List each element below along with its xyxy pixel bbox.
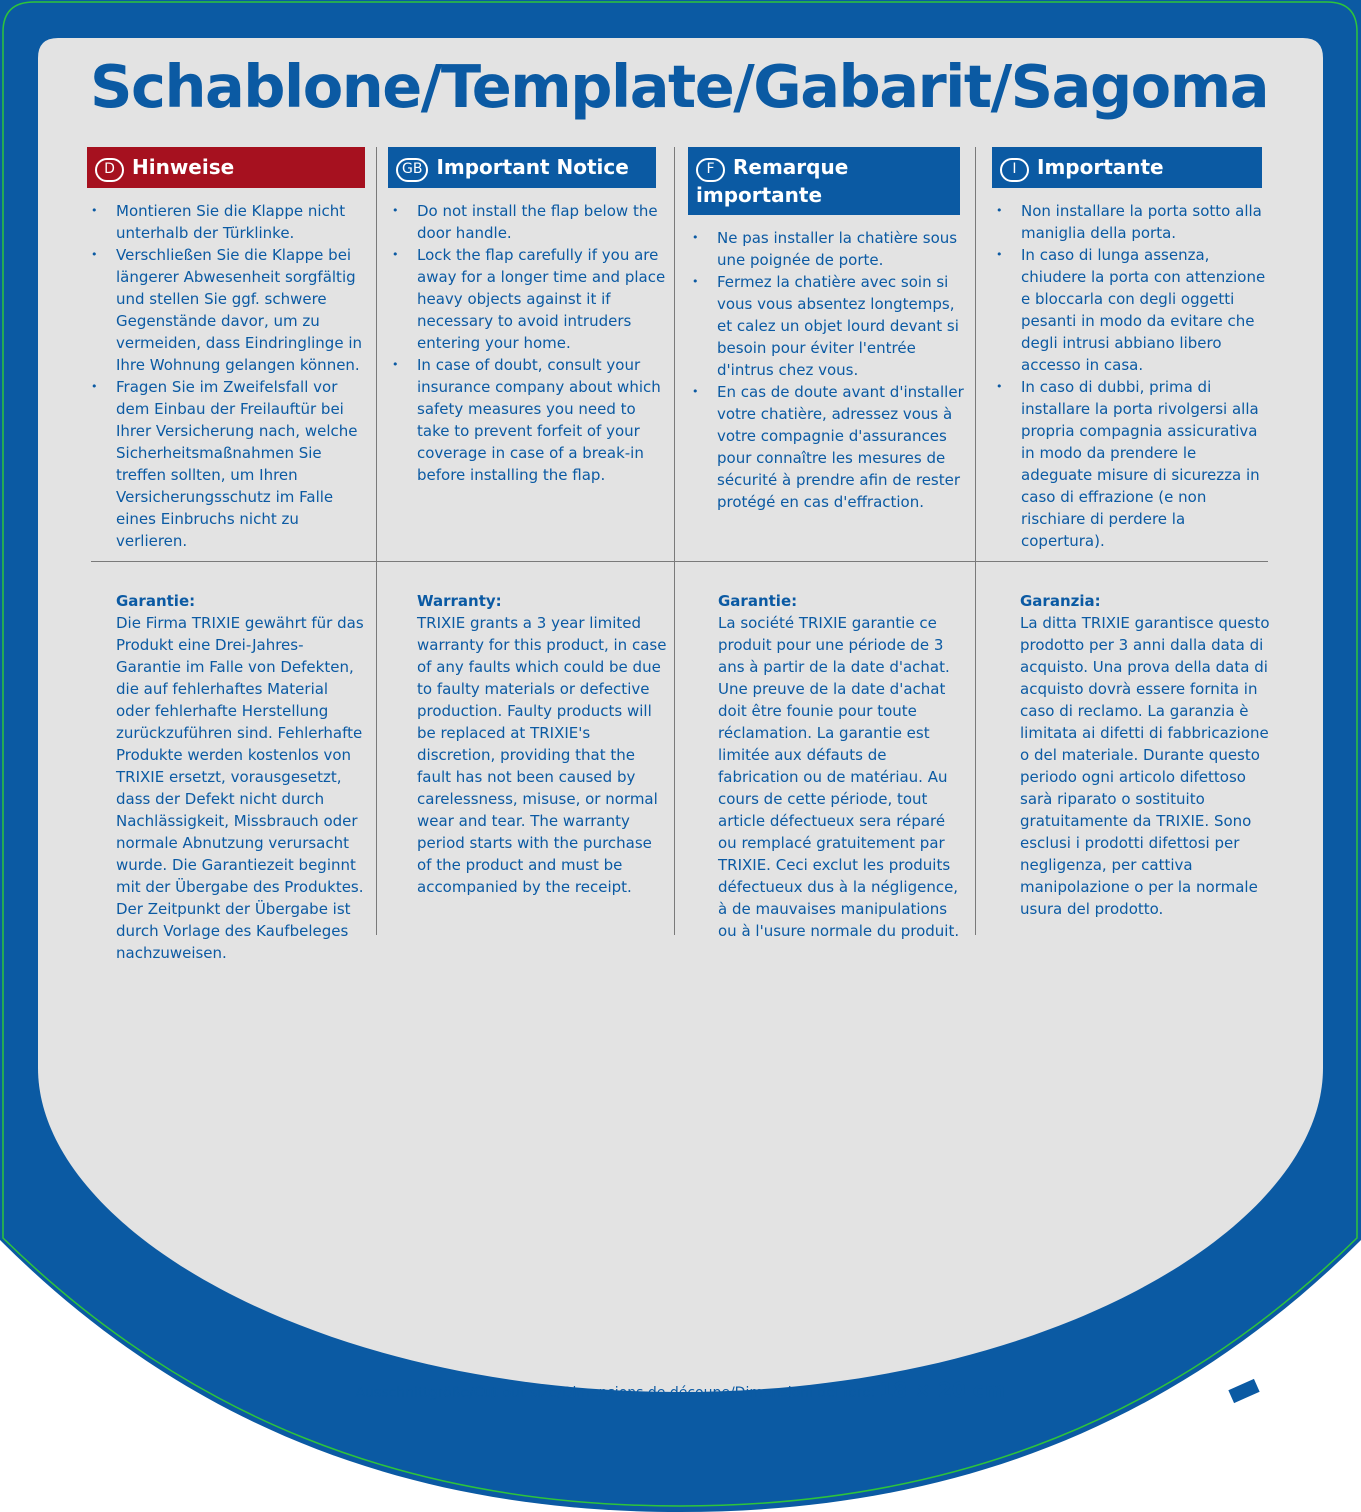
notice-list-it [992,200,1272,552]
notice-item: • En cas de doute avant d'installer votre chatière, adressez vous à votre compagnie d'assurances pour connaître les mesures de sécurité à prendre afin de rester protégé en cas d'effraction. [688,381,970,513]
notice-list-gb [388,200,670,486]
notice-heading-text: Important Notice [436,155,629,179]
warranty-heading: Garantie: [116,592,196,610]
notice-column-gb [388,147,670,486]
notice-item: • Fermez la chatière avec soin si vous vous absentez longtemps, et calez un objet lourd devant si besoin pour éviter l'entrée d'intrus chez vous. [688,271,970,381]
notice-heading-text: Hinweise [132,155,235,179]
language-badge-gb: GB [396,158,428,182]
cut-out-size-note [0,1378,1361,1402]
notice-heading-it [992,147,1262,188]
section-divider [91,561,1268,562]
notice-item: • Do not install the flap below the door handle. [388,200,670,244]
notice-column-fr [688,147,970,513]
language-badge-d: D [95,158,124,182]
cut-out-size-label: Ausschnittgröße/Cut out size/Dimensions de découpe/Dimensioni del foro: [355,1385,876,1401]
notice-list-de [87,200,365,552]
notice-column-de [87,147,365,552]
warranty-fr [718,590,968,942]
column-divider [975,147,976,935]
notice-heading-text: Remarque importante [696,155,849,207]
warranty-de [116,590,366,964]
notice-item: • In case of doubt, consult your insurance company about which safety measures you need to take to prevent forfeit of your coverage in case of a break-in before installing the flap. [388,354,670,486]
notice-item: • Fragen Sie im Zweifelsfall vor dem Einbau der Freilauftür bei Ihrer Versicherung nach, welche Sicherheitsmaßnahmen Sie treffen sollten, um Ihren Versicherungsschutz im Falle eines Einbruchs nicht zu verlieren. [87,376,365,552]
warranty-heading: Garantie: [718,592,798,610]
notice-item: • In caso di lunga assenza, chiudere la porta con attenzione e bloccarla con degli oggetti pesanti in modo da evitare che degli intrusi abbiano libero accesso in casa. [992,244,1272,376]
warranty-text: La ditta TRIXIE garantisce questo prodotto per 3 anni dalla data di acquisto. Una prova della data di acquisto dovrà essere fornita in caso di reclamo. La garanzia è limitata ai difetti di fabbricazione o del materiale. Durante questo periodo ogni articolo difettoso sarà riparato o sostituito gratuitamente da TRIXIE. Sono esclusi i prodotti difettosi per negligenza, per cattiva manipolazione o per la normale usura del prodotto. [1020,614,1270,918]
notice-column-it [992,147,1272,552]
warranty-text: TRIXIE grants a 3 year limited warranty for this product, in case of any faults which could be due to faulty materials or defective production. Faulty products will be replaced at TRIXIE's discretion, providing that the fault has not been caused by carelessness, misuse, or normal wear and tear. The warranty period starts with the purchase of the product and must be accompanied by the receipt. [417,614,667,896]
column-divider [376,147,377,935]
page-title: Schablone/Template/Gabarit/Sagoma [90,52,1269,121]
notice-item: • Verschließen Sie die Klappe bei längerer Abwesenheit sorgfältig und stellen Sie ggf. schwere Gegenstände davor, um zu vermeiden, dass Eindringlinge in Ihre Wohnung gelangen können. [87,244,365,376]
column-divider [674,147,675,935]
notice-item: • Non installare la porta sotto alla maniglia della porta. [992,200,1272,244]
warranty-text: Die Firma TRIXIE gewährt für das Produkt eine Drei-Jahres-Garantie im Falle von Defekten, die auf fehlerhaftes Material oder fehlerhafte Herstellung zurückzuführen sind. Fehlerhafte Produkte werden kostenlos von TRIXIE ersetzt, vorausgesetzt, dass der Defekt nicht durch Nachlässigkeit, Missbrauch oder normale Abnutzung verursacht wurde. Die Garantiezeit beginnt mit der Übergabe des Produktes. Der Zeitpunkt der Übergabe ist durch Vorlage des Kaufbeleges nachzuweisen. [116,614,364,962]
language-badge-f: F [696,158,725,182]
notice-heading-de [87,147,365,188]
notice-heading-fr [688,147,960,215]
cut-out-size-value: 18 × 20 cm [879,1378,1006,1402]
notice-item: • Lock the flap carefully if you are away for a longer time and place heavy objects against it if necessary to avoid intruders entering your home. [388,244,670,354]
notice-list-fr [688,227,970,513]
language-badge-i: I [1000,158,1029,182]
warranty-it [1020,590,1270,920]
warranty-gb [417,590,667,898]
notice-item: • In caso di dubbi, prima di installare la porta rivolgersi alla propria compagnia assicurativa in modo da prendere le adeguate misure di sicurezza in caso di effrazione (e non rischiare di perdere la copertura). [992,376,1272,552]
notice-item: • Ne pas installer la chatière sous une poignée de porte. [688,227,970,271]
warranty-text: La société TRIXIE garantie ce produit pour une période de 3 ans à partir de la date d'achat. Une preuve de la date d'achat doit être founie pour toute réclamation. La garantie est limitée aux défauts de fabrication ou de matériau. Au cours de cette période, tout article défectueux sera réparé ou remplacé gratuitement par TRIXIE. Ceci exclut les produits défectueux dus à la négligence, à de mauvaises manipulations ou à l'usure normale du produit. [718,614,960,940]
notice-item: • Montieren Sie die Klappe nicht unterhalb der Türklinke. [87,200,365,244]
notice-heading-gb [388,147,656,188]
notice-heading-text: Importante [1037,155,1164,179]
warranty-heading: Warranty: [417,592,502,610]
warranty-heading: Garanzia: [1020,592,1101,610]
